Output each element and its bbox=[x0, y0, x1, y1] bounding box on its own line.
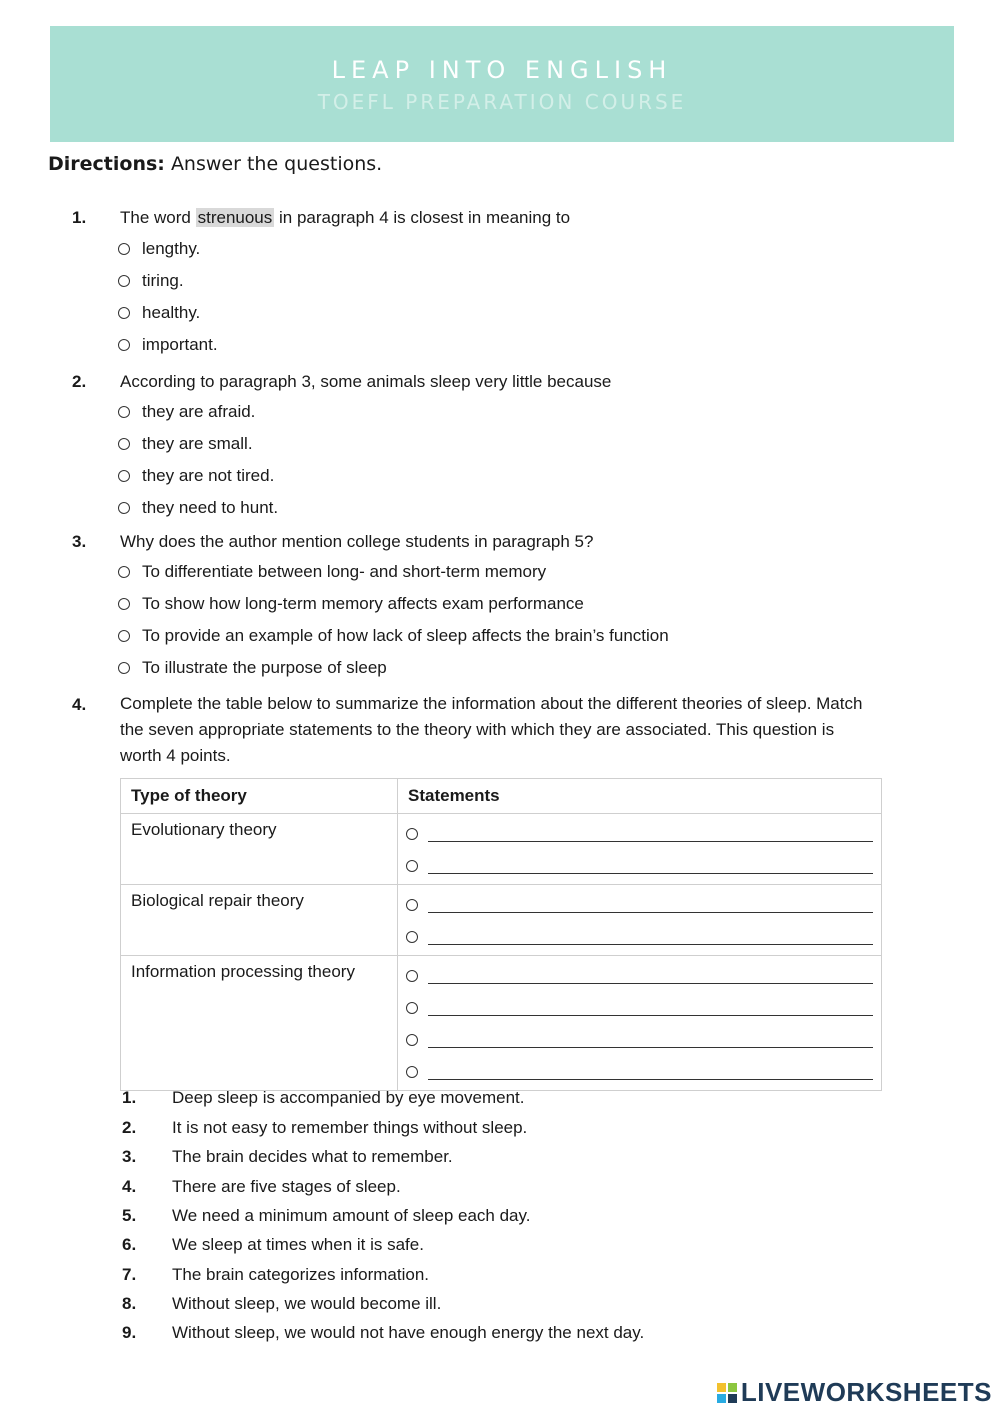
banner-subtitle: TOEFL PREPARATION COURSE bbox=[317, 90, 687, 114]
radio-icon[interactable] bbox=[118, 275, 130, 287]
statement-number: 1. bbox=[122, 1088, 137, 1107]
answer-slot[interactable] bbox=[406, 1056, 873, 1088]
statement-item bbox=[122, 1235, 424, 1255]
answer-line[interactable] bbox=[428, 827, 873, 842]
radio-icon[interactable] bbox=[406, 931, 418, 943]
answer-line[interactable] bbox=[428, 859, 873, 874]
option-label: they are small. bbox=[142, 434, 253, 453]
option-label: they are not tired. bbox=[142, 466, 275, 485]
statement-number: 9. bbox=[122, 1323, 137, 1342]
radio-icon[interactable] bbox=[118, 438, 130, 450]
radio-icon[interactable] bbox=[118, 566, 130, 578]
radio-icon[interactable] bbox=[118, 243, 130, 255]
table-header-row bbox=[121, 779, 882, 814]
radio-icon[interactable] bbox=[118, 630, 130, 642]
statement-item bbox=[122, 1265, 429, 1285]
option-label: To illustrate the purpose of sleep bbox=[142, 658, 387, 677]
answer-line[interactable] bbox=[428, 969, 873, 984]
answer-line[interactable] bbox=[428, 1001, 873, 1016]
answer-slot[interactable] bbox=[406, 889, 873, 921]
option-label: To differentiate between long- and short-term memory bbox=[142, 562, 547, 581]
q1-option-4[interactable] bbox=[118, 335, 218, 355]
radio-icon[interactable] bbox=[118, 339, 130, 351]
answer-line[interactable] bbox=[428, 898, 873, 913]
theory-name: Information processing theory bbox=[121, 956, 398, 1091]
question-1-number: 1. bbox=[72, 208, 87, 227]
q1-option-2[interactable] bbox=[118, 271, 184, 291]
header-banner bbox=[50, 26, 954, 142]
option-label: To show how long-term memory affects exam performance bbox=[142, 594, 584, 613]
question-3-text: Why does the author mention college students in paragraph 5? bbox=[120, 532, 594, 551]
banner-title: LEAP INTO ENGLISH bbox=[331, 56, 673, 84]
radio-icon[interactable] bbox=[118, 470, 130, 482]
q2-option-2[interactable] bbox=[118, 434, 253, 454]
answer-slot[interactable] bbox=[406, 921, 873, 953]
statement-item bbox=[122, 1206, 530, 1226]
statement-number: 4. bbox=[122, 1177, 137, 1196]
statement-item bbox=[122, 1147, 453, 1167]
header-statements: Statements bbox=[398, 779, 882, 814]
option-label: healthy. bbox=[142, 303, 201, 322]
statement-text: The brain categorizes information. bbox=[172, 1265, 430, 1284]
answer-slot[interactable] bbox=[406, 818, 873, 850]
directions-text: Answer the questions. bbox=[170, 153, 383, 175]
q2-option-3[interactable] bbox=[118, 466, 274, 486]
radio-icon[interactable] bbox=[118, 662, 130, 674]
q1-option-3[interactable] bbox=[118, 303, 200, 323]
q3-option-2[interactable] bbox=[118, 594, 584, 614]
logo-text: LIVEWORKSHEETS bbox=[740, 1377, 992, 1407]
theory-name: Evolutionary theory bbox=[121, 814, 398, 885]
statement-item bbox=[122, 1118, 527, 1138]
statement-text: Without sleep, we would become ill. bbox=[172, 1294, 442, 1313]
q2-option-4[interactable] bbox=[118, 498, 278, 518]
radio-icon[interactable] bbox=[406, 828, 418, 840]
radio-icon[interactable] bbox=[118, 406, 130, 418]
statement-text: There are five stages of sleep. bbox=[172, 1177, 401, 1196]
option-label: To provide an example of how lack of sleep affects the brain’s function bbox=[142, 626, 669, 645]
question-2-text: According to paragraph 3, some animals sleep very little because bbox=[120, 372, 612, 391]
statement-number: 6. bbox=[122, 1235, 137, 1254]
answer-slot[interactable] bbox=[406, 992, 873, 1024]
statement-number: 7. bbox=[122, 1265, 137, 1284]
question-4-number: 4. bbox=[72, 695, 87, 714]
table-row bbox=[121, 814, 882, 885]
option-label: tiring. bbox=[142, 271, 184, 290]
statement-number: 2. bbox=[122, 1118, 137, 1137]
radio-icon[interactable] bbox=[406, 1066, 418, 1078]
radio-icon[interactable] bbox=[118, 307, 130, 319]
answer-line[interactable] bbox=[428, 1065, 873, 1080]
radio-icon[interactable] bbox=[118, 598, 130, 610]
radio-icon[interactable] bbox=[406, 1002, 418, 1014]
answer-slot[interactable] bbox=[406, 960, 873, 992]
answer-slot[interactable] bbox=[406, 850, 873, 882]
option-label: lengthy. bbox=[142, 239, 201, 258]
q1-option-1[interactable] bbox=[118, 239, 200, 259]
question-2-number: 2. bbox=[72, 372, 87, 391]
header-type-of-theory: Type of theory bbox=[121, 779, 398, 814]
statement-text: It is not easy to remember things without sleep. bbox=[172, 1118, 528, 1137]
statement-number: 8. bbox=[122, 1294, 137, 1313]
q3-option-3[interactable] bbox=[118, 626, 669, 646]
statement-text: We sleep at times when it is safe. bbox=[172, 1235, 424, 1254]
q3-option-4[interactable] bbox=[118, 658, 387, 678]
statement-text: Without sleep, we would not have enough energy the next day. bbox=[172, 1323, 645, 1342]
statement-item bbox=[122, 1294, 441, 1314]
q3-option-1[interactable] bbox=[118, 562, 546, 582]
statement-number: 5. bbox=[122, 1206, 137, 1225]
radio-icon[interactable] bbox=[406, 1034, 418, 1046]
statement-text: The brain decides what to remember. bbox=[172, 1147, 453, 1166]
directions bbox=[48, 153, 382, 175]
statement-item bbox=[122, 1177, 401, 1197]
question-1-text-before: The word bbox=[120, 208, 191, 227]
liveworksheets-icon bbox=[717, 1383, 737, 1403]
theory-table bbox=[120, 778, 882, 1091]
statement-number: 3. bbox=[122, 1147, 137, 1166]
question-4-text: Complete the table below to summarize the information about the different theories of sleep. Match the seven appropriate statements to the theory with which they are associated. This question is worth 4 points. bbox=[120, 694, 863, 765]
answer-line[interactable] bbox=[428, 930, 873, 945]
statement-slots bbox=[398, 956, 882, 1091]
question-1-highlight: strenuous bbox=[197, 208, 273, 227]
statement-slots bbox=[398, 885, 882, 956]
theory-name: Biological repair theory bbox=[121, 885, 398, 956]
statement-item bbox=[122, 1323, 644, 1343]
question-3-number: 3. bbox=[72, 532, 87, 551]
radio-icon[interactable] bbox=[406, 899, 418, 911]
q2-option-1[interactable] bbox=[118, 402, 255, 422]
question-1-text-after: in paragraph 4 is closest in meaning to bbox=[279, 208, 571, 227]
statement-item bbox=[122, 1088, 524, 1108]
statement-text: Deep sleep is accompanied by eye movement. bbox=[172, 1088, 525, 1107]
statement-slots bbox=[398, 814, 882, 885]
answer-line[interactable] bbox=[428, 1033, 873, 1048]
option-label: important. bbox=[142, 335, 218, 354]
radio-icon[interactable] bbox=[118, 502, 130, 514]
answer-slot[interactable] bbox=[406, 1024, 873, 1056]
question-1-text bbox=[120, 208, 570, 228]
directions-label: Directions: bbox=[48, 153, 165, 175]
statement-text: We need a minimum amount of sleep each day. bbox=[172, 1206, 531, 1225]
option-label: they are afraid. bbox=[142, 402, 256, 421]
liveworksheets-logo[interactable] bbox=[717, 1377, 992, 1408]
table-row bbox=[121, 956, 882, 1091]
radio-icon[interactable] bbox=[406, 970, 418, 982]
option-label: they need to hunt. bbox=[142, 498, 279, 517]
radio-icon[interactable] bbox=[406, 860, 418, 872]
table-row bbox=[121, 885, 882, 956]
